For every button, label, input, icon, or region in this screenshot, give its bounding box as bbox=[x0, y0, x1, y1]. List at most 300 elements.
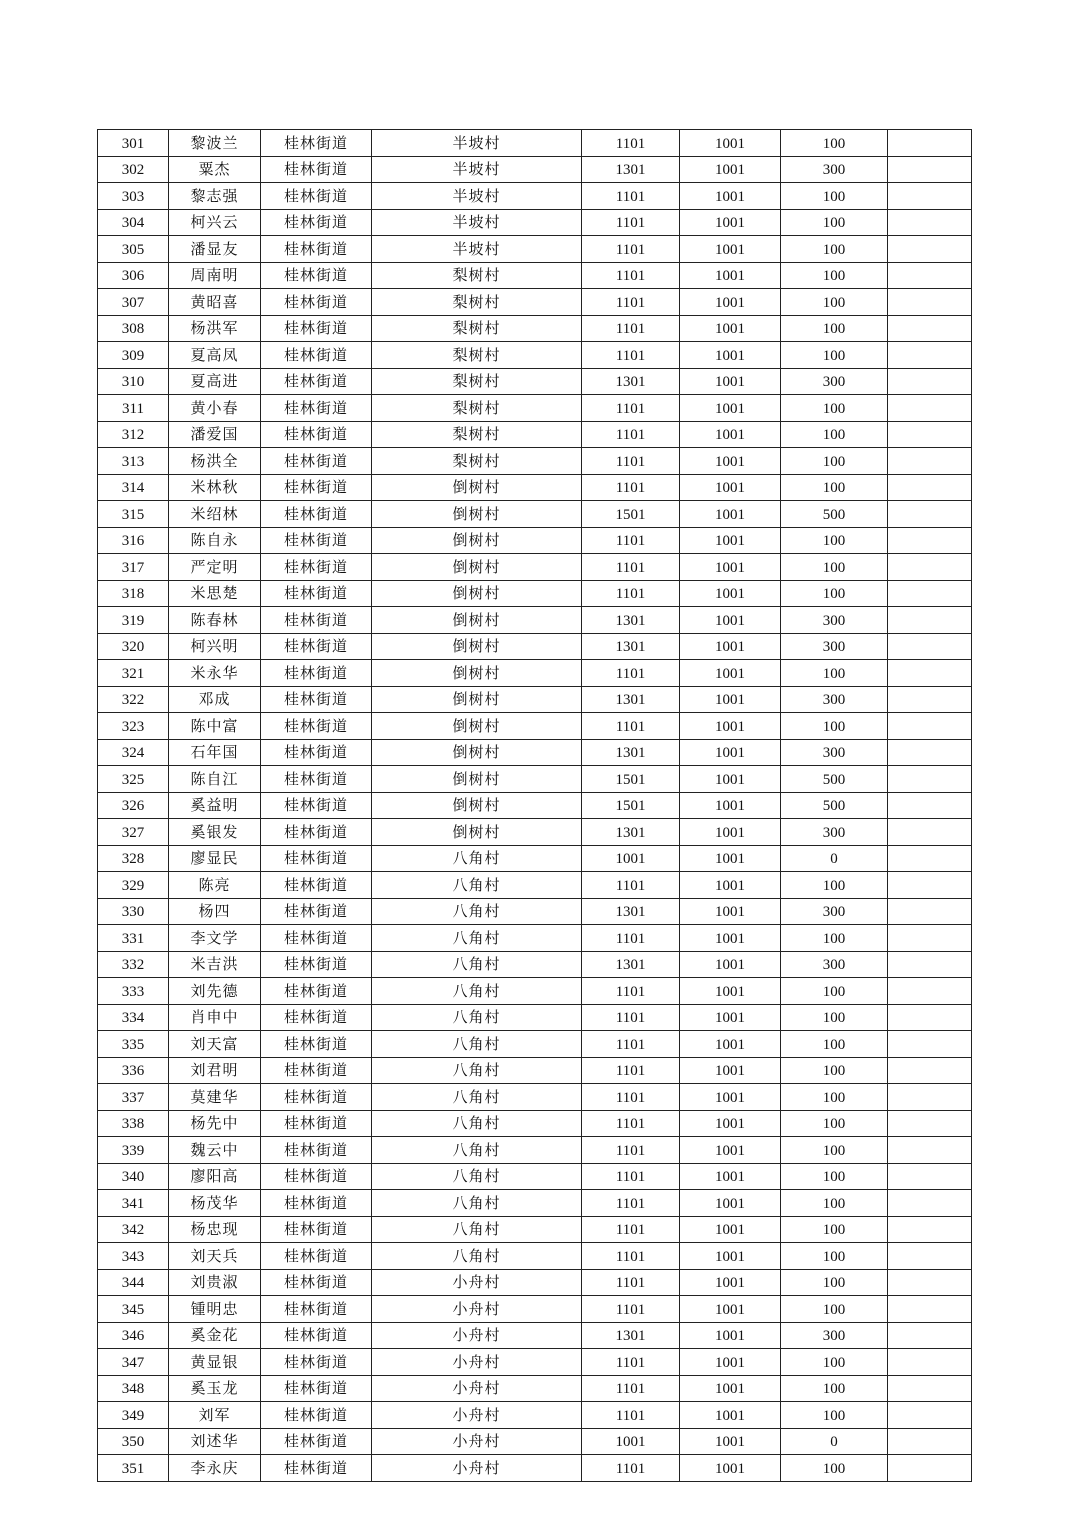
cell-code-b: 1001 bbox=[680, 713, 781, 740]
cell-amount: 100 bbox=[781, 1402, 888, 1429]
cell-street: 桂林街道 bbox=[261, 1349, 372, 1376]
cell-code-b: 1001 bbox=[680, 1455, 781, 1482]
cell-name: 杨洪军 bbox=[169, 315, 261, 342]
cell-amount: 300 bbox=[781, 819, 888, 846]
cell-code-a: 1101 bbox=[582, 130, 680, 157]
cell-village: 小舟村 bbox=[372, 1322, 582, 1349]
cell-code-a: 1101 bbox=[582, 342, 680, 369]
cell-village: 小舟村 bbox=[372, 1455, 582, 1482]
cell-row-number: 332 bbox=[98, 951, 169, 978]
cell-row-number: 310 bbox=[98, 368, 169, 395]
cell-code-a: 1101 bbox=[582, 1402, 680, 1429]
cell-street: 桂林街道 bbox=[261, 183, 372, 210]
cell-code-b: 1001 bbox=[680, 448, 781, 475]
cell-row-number: 316 bbox=[98, 527, 169, 554]
cell-amount: 100 bbox=[781, 1137, 888, 1164]
cell-street: 桂林街道 bbox=[261, 421, 372, 448]
cell-street: 桂林街道 bbox=[261, 792, 372, 819]
cell-code-a: 1101 bbox=[582, 1163, 680, 1190]
cell-code-a: 1001 bbox=[582, 845, 680, 872]
cell-row-number: 328 bbox=[98, 845, 169, 872]
cell-row-number: 348 bbox=[98, 1375, 169, 1402]
cell-code-a: 1101 bbox=[582, 1004, 680, 1031]
cell-row-number: 347 bbox=[98, 1349, 169, 1376]
cell-amount: 100 bbox=[781, 554, 888, 581]
cell-village: 八角村 bbox=[372, 951, 582, 978]
table-row bbox=[98, 819, 972, 846]
cell-row-number: 326 bbox=[98, 792, 169, 819]
cell-name: 陈自永 bbox=[169, 527, 261, 554]
cell-row-number: 331 bbox=[98, 925, 169, 952]
cell-street: 桂林街道 bbox=[261, 1084, 372, 1111]
cell-code-b: 1001 bbox=[680, 1243, 781, 1270]
cell-village: 半坡村 bbox=[372, 156, 582, 183]
cell-village: 倒树村 bbox=[372, 792, 582, 819]
cell-remark bbox=[888, 448, 972, 475]
table-row bbox=[98, 633, 972, 660]
cell-code-b: 1001 bbox=[680, 289, 781, 316]
cell-name: 莫建华 bbox=[169, 1084, 261, 1111]
cell-code-a: 1101 bbox=[582, 1375, 680, 1402]
cell-village: 八角村 bbox=[372, 978, 582, 1005]
cell-remark bbox=[888, 368, 972, 395]
cell-street: 桂林街道 bbox=[261, 156, 372, 183]
cell-name: 夏高凤 bbox=[169, 342, 261, 369]
cell-code-b: 1001 bbox=[680, 1057, 781, 1084]
cell-village: 倒树村 bbox=[372, 660, 582, 687]
cell-name: 陈中富 bbox=[169, 713, 261, 740]
cell-village: 梨树村 bbox=[372, 315, 582, 342]
cell-remark bbox=[888, 1349, 972, 1376]
cell-village: 倒树村 bbox=[372, 686, 582, 713]
cell-amount: 300 bbox=[781, 898, 888, 925]
cell-code-b: 1001 bbox=[680, 580, 781, 607]
cell-row-number: 334 bbox=[98, 1004, 169, 1031]
cell-village: 倒树村 bbox=[372, 474, 582, 501]
cell-amount: 100 bbox=[781, 342, 888, 369]
cell-street: 桂林街道 bbox=[261, 130, 372, 157]
cell-code-b: 1001 bbox=[680, 209, 781, 236]
cell-code-b: 1001 bbox=[680, 1110, 781, 1137]
cell-row-number: 343 bbox=[98, 1243, 169, 1270]
cell-street: 桂林街道 bbox=[261, 1110, 372, 1137]
cell-code-a: 1101 bbox=[582, 1269, 680, 1296]
cell-name: 黄昭喜 bbox=[169, 289, 261, 316]
table-row bbox=[98, 554, 972, 581]
table-row bbox=[98, 686, 972, 713]
cell-code-a: 1301 bbox=[582, 819, 680, 846]
cell-name: 米绍林 bbox=[169, 501, 261, 528]
cell-code-b: 1001 bbox=[680, 607, 781, 634]
cell-amount: 100 bbox=[781, 1455, 888, 1482]
cell-village: 八角村 bbox=[372, 898, 582, 925]
cell-street: 桂林街道 bbox=[261, 1216, 372, 1243]
table-row bbox=[98, 368, 972, 395]
cell-amount: 100 bbox=[781, 527, 888, 554]
cell-row-number: 341 bbox=[98, 1190, 169, 1217]
cell-village: 倒树村 bbox=[372, 739, 582, 766]
cell-name: 奚银发 bbox=[169, 819, 261, 846]
table-row bbox=[98, 1004, 972, 1031]
cell-row-number: 323 bbox=[98, 713, 169, 740]
cell-name: 黎志强 bbox=[169, 183, 261, 210]
cell-street: 桂林街道 bbox=[261, 1269, 372, 1296]
cell-code-a: 1101 bbox=[582, 474, 680, 501]
cell-name: 陈自江 bbox=[169, 766, 261, 793]
table-row bbox=[98, 1216, 972, 1243]
cell-amount: 100 bbox=[781, 1296, 888, 1323]
cell-village: 梨树村 bbox=[372, 342, 582, 369]
cell-row-number: 315 bbox=[98, 501, 169, 528]
cell-code-b: 1001 bbox=[680, 501, 781, 528]
cell-street: 桂林街道 bbox=[261, 501, 372, 528]
table-row bbox=[98, 1243, 972, 1270]
cell-village: 倒树村 bbox=[372, 501, 582, 528]
cell-row-number: 350 bbox=[98, 1428, 169, 1455]
cell-remark bbox=[888, 1455, 972, 1482]
cell-row-number: 303 bbox=[98, 183, 169, 210]
cell-name: 米思楚 bbox=[169, 580, 261, 607]
cell-village: 梨树村 bbox=[372, 262, 582, 289]
cell-amount: 100 bbox=[781, 1269, 888, 1296]
cell-street: 桂林街道 bbox=[261, 1428, 372, 1455]
cell-code-a: 1301 bbox=[582, 156, 680, 183]
table-row bbox=[98, 607, 972, 634]
cell-amount: 100 bbox=[781, 209, 888, 236]
cell-village: 八角村 bbox=[372, 1190, 582, 1217]
cell-name: 严定明 bbox=[169, 554, 261, 581]
cell-name: 杨四 bbox=[169, 898, 261, 925]
cell-village: 八角村 bbox=[372, 1110, 582, 1137]
cell-village: 小舟村 bbox=[372, 1428, 582, 1455]
cell-street: 桂林街道 bbox=[261, 209, 372, 236]
cell-amount: 100 bbox=[781, 580, 888, 607]
table-row bbox=[98, 792, 972, 819]
cell-code-b: 1001 bbox=[680, 474, 781, 501]
cell-code-a: 1101 bbox=[582, 1057, 680, 1084]
cell-code-a: 1101 bbox=[582, 183, 680, 210]
cell-code-b: 1001 bbox=[680, 315, 781, 342]
cell-street: 桂林街道 bbox=[261, 342, 372, 369]
cell-village: 小舟村 bbox=[372, 1375, 582, 1402]
cell-village: 梨树村 bbox=[372, 448, 582, 475]
cell-village: 八角村 bbox=[372, 1031, 582, 1058]
cell-amount: 100 bbox=[781, 262, 888, 289]
cell-code-a: 1101 bbox=[582, 1031, 680, 1058]
cell-street: 桂林街道 bbox=[261, 1004, 372, 1031]
cell-name: 刘天富 bbox=[169, 1031, 261, 1058]
cell-code-a: 1101 bbox=[582, 713, 680, 740]
cell-village: 八角村 bbox=[372, 1137, 582, 1164]
cell-name: 奚玉龙 bbox=[169, 1375, 261, 1402]
table-row bbox=[98, 262, 972, 289]
cell-code-b: 1001 bbox=[680, 819, 781, 846]
cell-remark bbox=[888, 1084, 972, 1111]
table-row bbox=[98, 395, 972, 422]
cell-code-b: 1001 bbox=[680, 898, 781, 925]
cell-remark bbox=[888, 739, 972, 766]
cell-street: 桂林街道 bbox=[261, 554, 372, 581]
cell-amount: 100 bbox=[781, 448, 888, 475]
cell-row-number: 318 bbox=[98, 580, 169, 607]
cell-name: 黄小春 bbox=[169, 395, 261, 422]
cell-village: 八角村 bbox=[372, 1084, 582, 1111]
table-row bbox=[98, 1084, 972, 1111]
cell-remark bbox=[888, 580, 972, 607]
table-row bbox=[98, 130, 972, 157]
cell-code-b: 1001 bbox=[680, 342, 781, 369]
table-row bbox=[98, 1137, 972, 1164]
cell-row-number: 344 bbox=[98, 1269, 169, 1296]
cell-code-a: 1101 bbox=[582, 448, 680, 475]
cell-code-a: 1001 bbox=[582, 1428, 680, 1455]
cell-remark bbox=[888, 1243, 972, 1270]
cell-remark bbox=[888, 1110, 972, 1137]
table-row bbox=[98, 236, 972, 263]
cell-amount: 300 bbox=[781, 1322, 888, 1349]
cell-name: 米林秋 bbox=[169, 474, 261, 501]
cell-amount: 100 bbox=[781, 395, 888, 422]
cell-village: 八角村 bbox=[372, 872, 582, 899]
table-row bbox=[98, 421, 972, 448]
cell-street: 桂林街道 bbox=[261, 951, 372, 978]
cell-amount: 100 bbox=[781, 130, 888, 157]
table-row bbox=[98, 1057, 972, 1084]
cell-name: 周南明 bbox=[169, 262, 261, 289]
cell-remark bbox=[888, 713, 972, 740]
cell-row-number: 325 bbox=[98, 766, 169, 793]
cell-street: 桂林街道 bbox=[261, 315, 372, 342]
cell-code-a: 1301 bbox=[582, 607, 680, 634]
table-row bbox=[98, 209, 972, 236]
cell-amount: 300 bbox=[781, 739, 888, 766]
cell-street: 桂林街道 bbox=[261, 1190, 372, 1217]
cell-amount: 100 bbox=[781, 474, 888, 501]
cell-code-a: 1301 bbox=[582, 368, 680, 395]
cell-name: 李文学 bbox=[169, 925, 261, 952]
cell-amount: 100 bbox=[781, 1110, 888, 1137]
cell-code-a: 1101 bbox=[582, 1216, 680, 1243]
cell-street: 桂林街道 bbox=[261, 1031, 372, 1058]
cell-amount: 100 bbox=[781, 872, 888, 899]
cell-amount: 100 bbox=[781, 315, 888, 342]
cell-code-b: 1001 bbox=[680, 1163, 781, 1190]
cell-code-b: 1001 bbox=[680, 951, 781, 978]
cell-remark bbox=[888, 1375, 972, 1402]
cell-amount: 100 bbox=[781, 1190, 888, 1217]
cell-row-number: 345 bbox=[98, 1296, 169, 1323]
table-row bbox=[98, 1455, 972, 1482]
cell-street: 桂林街道 bbox=[261, 819, 372, 846]
cell-code-b: 1001 bbox=[680, 1031, 781, 1058]
cell-remark bbox=[888, 342, 972, 369]
cell-village: 倒树村 bbox=[372, 580, 582, 607]
cell-street: 桂林街道 bbox=[261, 607, 372, 634]
cell-name: 邓成 bbox=[169, 686, 261, 713]
cell-street: 桂林街道 bbox=[261, 925, 372, 952]
cell-amount: 100 bbox=[781, 421, 888, 448]
cell-row-number: 319 bbox=[98, 607, 169, 634]
cell-street: 桂林街道 bbox=[261, 1322, 372, 1349]
cell-amount: 100 bbox=[781, 183, 888, 210]
cell-street: 桂林街道 bbox=[261, 713, 372, 740]
cell-remark bbox=[888, 660, 972, 687]
cell-code-b: 1001 bbox=[680, 1375, 781, 1402]
cell-code-b: 1001 bbox=[680, 1269, 781, 1296]
cell-village: 八角村 bbox=[372, 1243, 582, 1270]
cell-code-b: 1001 bbox=[680, 1190, 781, 1217]
cell-street: 桂林街道 bbox=[261, 872, 372, 899]
cell-street: 桂林街道 bbox=[261, 368, 372, 395]
cell-code-a: 1101 bbox=[582, 209, 680, 236]
cell-village: 倒树村 bbox=[372, 713, 582, 740]
cell-amount: 500 bbox=[781, 766, 888, 793]
cell-village: 倒树村 bbox=[372, 527, 582, 554]
cell-row-number: 301 bbox=[98, 130, 169, 157]
cell-remark bbox=[888, 156, 972, 183]
table-row bbox=[98, 342, 972, 369]
cell-remark bbox=[888, 633, 972, 660]
cell-row-number: 329 bbox=[98, 872, 169, 899]
cell-village: 倒树村 bbox=[372, 554, 582, 581]
cell-name: 粟杰 bbox=[169, 156, 261, 183]
table-row bbox=[98, 501, 972, 528]
cell-remark bbox=[888, 1216, 972, 1243]
cell-name: 魏云中 bbox=[169, 1137, 261, 1164]
cell-name: 夏高进 bbox=[169, 368, 261, 395]
cell-remark bbox=[888, 1031, 972, 1058]
cell-remark bbox=[888, 289, 972, 316]
cell-code-a: 1101 bbox=[582, 554, 680, 581]
cell-amount: 300 bbox=[781, 368, 888, 395]
cell-street: 桂林街道 bbox=[261, 1375, 372, 1402]
cell-village: 倒树村 bbox=[372, 819, 582, 846]
cell-village: 八角村 bbox=[372, 1163, 582, 1190]
cell-remark bbox=[888, 1428, 972, 1455]
cell-amount: 100 bbox=[781, 1057, 888, 1084]
table-row bbox=[98, 660, 972, 687]
cell-street: 桂林街道 bbox=[261, 289, 372, 316]
cell-village: 半坡村 bbox=[372, 130, 582, 157]
table-row bbox=[98, 1190, 972, 1217]
cell-code-a: 1101 bbox=[582, 978, 680, 1005]
cell-street: 桂林街道 bbox=[261, 766, 372, 793]
table-row bbox=[98, 580, 972, 607]
cell-row-number: 346 bbox=[98, 1322, 169, 1349]
cell-remark bbox=[888, 183, 972, 210]
cell-amount: 100 bbox=[781, 236, 888, 263]
cell-row-number: 304 bbox=[98, 209, 169, 236]
cell-remark bbox=[888, 1269, 972, 1296]
cell-code-b: 1001 bbox=[680, 421, 781, 448]
cell-street: 桂林街道 bbox=[261, 633, 372, 660]
cell-row-number: 306 bbox=[98, 262, 169, 289]
table-row bbox=[98, 739, 972, 766]
cell-remark bbox=[888, 1137, 972, 1164]
cell-row-number: 330 bbox=[98, 898, 169, 925]
cell-amount: 100 bbox=[781, 660, 888, 687]
table-row bbox=[98, 766, 972, 793]
cell-code-b: 1001 bbox=[680, 395, 781, 422]
cell-village: 倒树村 bbox=[372, 633, 582, 660]
cell-remark bbox=[888, 1057, 972, 1084]
cell-name: 肖申中 bbox=[169, 1004, 261, 1031]
cell-name: 米永华 bbox=[169, 660, 261, 687]
cell-code-b: 1001 bbox=[680, 1322, 781, 1349]
cell-street: 桂林街道 bbox=[261, 845, 372, 872]
cell-village: 半坡村 bbox=[372, 209, 582, 236]
cell-code-a: 1101 bbox=[582, 580, 680, 607]
cell-remark bbox=[888, 130, 972, 157]
cell-name: 杨洪全 bbox=[169, 448, 261, 475]
cell-village: 八角村 bbox=[372, 1057, 582, 1084]
cell-village: 小舟村 bbox=[372, 1402, 582, 1429]
cell-code-a: 1101 bbox=[582, 1455, 680, 1482]
cell-code-a: 1501 bbox=[582, 501, 680, 528]
cell-street: 桂林街道 bbox=[261, 448, 372, 475]
cell-remark bbox=[888, 898, 972, 925]
cell-street: 桂林街道 bbox=[261, 1455, 372, 1482]
cell-name: 奚益明 bbox=[169, 792, 261, 819]
cell-row-number: 312 bbox=[98, 421, 169, 448]
cell-amount: 300 bbox=[781, 156, 888, 183]
cell-remark bbox=[888, 262, 972, 289]
table-body bbox=[98, 130, 972, 1482]
cell-street: 桂林街道 bbox=[261, 1137, 372, 1164]
cell-remark bbox=[888, 925, 972, 952]
cell-name: 柯兴明 bbox=[169, 633, 261, 660]
table-row bbox=[98, 1269, 972, 1296]
cell-village: 半坡村 bbox=[372, 236, 582, 263]
cell-row-number: 336 bbox=[98, 1057, 169, 1084]
cell-remark bbox=[888, 395, 972, 422]
cell-row-number: 338 bbox=[98, 1110, 169, 1137]
cell-amount: 100 bbox=[781, 1243, 888, 1270]
cell-code-b: 1001 bbox=[680, 872, 781, 899]
cell-remark bbox=[888, 474, 972, 501]
cell-row-number: 309 bbox=[98, 342, 169, 369]
cell-name: 廖阳高 bbox=[169, 1163, 261, 1190]
table-row bbox=[98, 1110, 972, 1137]
table-row bbox=[98, 1296, 972, 1323]
cell-street: 桂林街道 bbox=[261, 1057, 372, 1084]
cell-row-number: 351 bbox=[98, 1455, 169, 1482]
cell-remark bbox=[888, 792, 972, 819]
cell-code-a: 1101 bbox=[582, 1296, 680, 1323]
cell-remark bbox=[888, 845, 972, 872]
cell-code-b: 1001 bbox=[680, 527, 781, 554]
cell-amount: 500 bbox=[781, 792, 888, 819]
cell-code-b: 1001 bbox=[680, 1349, 781, 1376]
cell-street: 桂林街道 bbox=[261, 474, 372, 501]
cell-code-a: 1301 bbox=[582, 1322, 680, 1349]
cell-village: 八角村 bbox=[372, 1004, 582, 1031]
cell-code-b: 1001 bbox=[680, 183, 781, 210]
cell-amount: 100 bbox=[781, 925, 888, 952]
cell-code-a: 1101 bbox=[582, 315, 680, 342]
cell-code-b: 1001 bbox=[680, 1004, 781, 1031]
cell-street: 桂林街道 bbox=[261, 739, 372, 766]
cell-code-a: 1101 bbox=[582, 289, 680, 316]
records-table bbox=[97, 129, 972, 1482]
cell-remark bbox=[888, 209, 972, 236]
cell-remark bbox=[888, 315, 972, 342]
cell-code-b: 1001 bbox=[680, 792, 781, 819]
cell-code-b: 1001 bbox=[680, 1137, 781, 1164]
cell-name: 柯兴云 bbox=[169, 209, 261, 236]
cell-row-number: 313 bbox=[98, 448, 169, 475]
table-row bbox=[98, 289, 972, 316]
